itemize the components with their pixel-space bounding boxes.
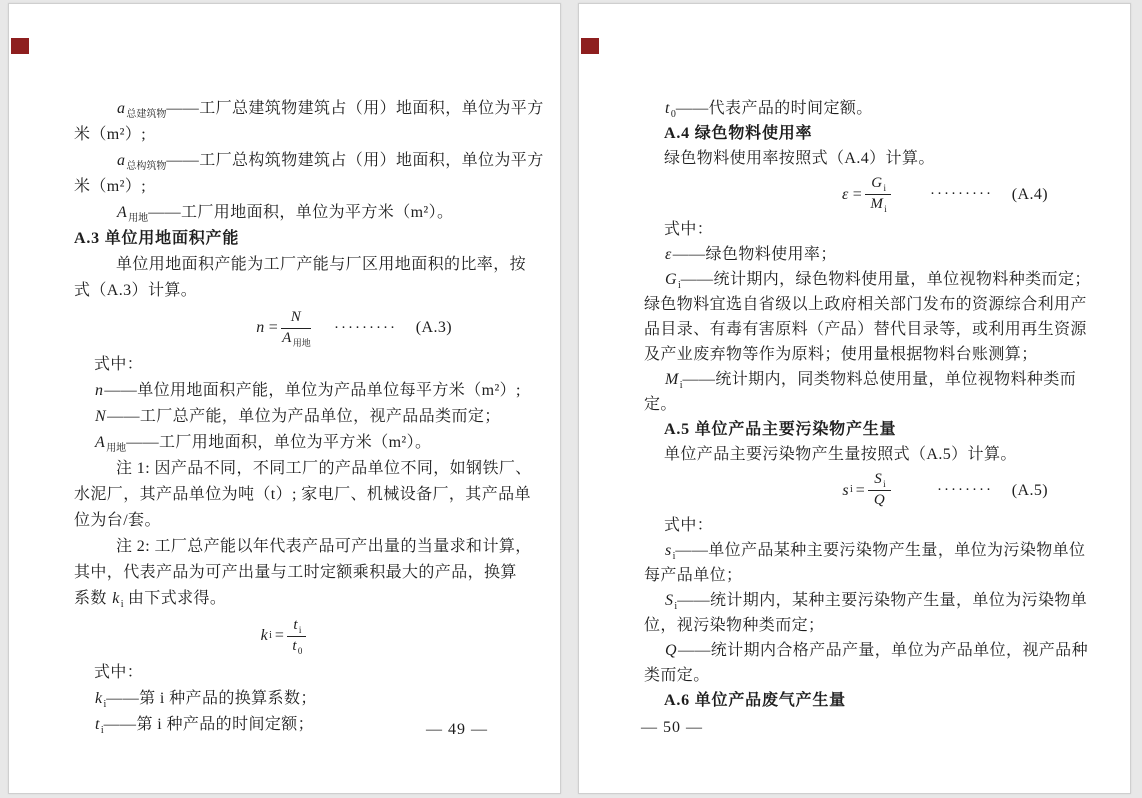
- math-subscript: i: [884, 203, 887, 214]
- text-run: ——第 i 种产品的时间定额；: [103, 716, 315, 733]
- math-var: Q: [873, 491, 886, 508]
- math-subscript: 总构筑物: [126, 161, 167, 173]
- text-line: [94, 686, 492, 712]
- math-subscript: i: [883, 479, 886, 490]
- formula-label: (A.4): [1011, 185, 1048, 203]
- text-line: [74, 174, 492, 200]
- math-subscript: i: [103, 699, 107, 711]
- text-run: 式中：: [94, 664, 144, 681]
- math-var: A: [282, 329, 292, 346]
- text-run: 注 1: 因产品不同，不同工厂的产品单位不同，如钢铁厂、: [116, 460, 532, 477]
- section-heading: [74, 226, 492, 252]
- text-run: 位，视污染物种类而定；: [644, 617, 825, 634]
- text-line: [116, 534, 532, 560]
- math-var: N: [290, 309, 302, 326]
- text-run: ——绿色物料使用率；: [672, 246, 837, 263]
- math-var: k: [260, 627, 269, 644]
- fraction: [865, 175, 891, 213]
- math-var: s: [842, 481, 849, 499]
- text-run: A.5 单位产品主要污染物产生量: [664, 421, 897, 438]
- page-49-content: [74, 96, 544, 738]
- math-var: k: [95, 690, 103, 707]
- text-run: ——第 i 种产品的换算系数；: [106, 690, 317, 707]
- math-subscript: i: [298, 625, 302, 636]
- text-run: A.6 单位产品废气产生量: [664, 692, 846, 709]
- math-var: t: [292, 637, 297, 654]
- text-run: 米（m²）;: [74, 178, 147, 195]
- text-line: [644, 292, 1088, 317]
- text-line: [94, 352, 492, 378]
- equals-sign: =: [852, 185, 863, 203]
- math-var: M: [870, 195, 884, 212]
- equation: [841, 175, 891, 213]
- equation: k i = $\frac{t_i}{t_0}$: [260, 617, 307, 655]
- text-line: [116, 252, 527, 278]
- text-run: 每产品单位；: [644, 567, 743, 584]
- text-line: [664, 367, 1088, 392]
- math-subscript: i: [677, 280, 681, 292]
- text-run: ——统计期内，某种主要污染物产生量，单位为污染物单: [677, 592, 1088, 609]
- text-run: ——工厂总构筑物建筑占（用）地面积，单位为平方: [166, 152, 544, 169]
- section-heading: [664, 121, 1088, 146]
- text-line: [74, 122, 492, 148]
- math-var: S: [665, 592, 674, 609]
- dot-leader: ·········: [930, 185, 993, 202]
- text-run: ——工厂总建筑物建筑占（用）地面积，单位为平方: [166, 100, 544, 117]
- math-subscript: 用地: [292, 337, 311, 348]
- math-var: t: [95, 716, 100, 733]
- math-var: G: [871, 175, 883, 192]
- text-line: [664, 217, 1088, 242]
- math-subscript: i: [120, 599, 124, 611]
- text-run: ——统计期内，同类物料总使用量，单位视物料种类而: [682, 371, 1077, 388]
- text-run: 式中：: [94, 356, 144, 373]
- red-mark: [11, 38, 29, 54]
- text-line: [116, 456, 532, 482]
- page-50-content: [644, 96, 1091, 713]
- denominator: [281, 329, 311, 347]
- numerator: [865, 175, 891, 194]
- section-heading: [664, 688, 1088, 713]
- text-run: ——统计期内合格产品产量，单位为产品单位，视产品种: [677, 642, 1088, 659]
- numerator: [281, 309, 311, 328]
- text-line: [74, 586, 492, 612]
- math-var: n: [256, 319, 265, 336]
- text-line: [94, 660, 492, 686]
- text-line: [74, 482, 531, 508]
- equals-sign: =: [274, 627, 285, 644]
- math-var: t: [293, 617, 298, 634]
- text-line: [664, 538, 1088, 563]
- text-run: 及产业废弃物等作为原料；使用量根据物料台账测算；: [644, 346, 1038, 363]
- math-var: a: [117, 100, 126, 117]
- equation: [255, 309, 310, 347]
- text-line: [664, 242, 1088, 267]
- equals-sign: =: [268, 319, 279, 336]
- math-subscript: 0: [297, 645, 303, 656]
- text-run: 系数: [74, 590, 112, 607]
- text-run: 绿色物料使用率按照式（A.4）计算。: [664, 150, 935, 167]
- math-var: ε: [842, 185, 849, 203]
- math-subscript: i: [674, 601, 678, 613]
- text-run: ——工厂用地面积，单位为平方米（m²）。: [148, 204, 454, 221]
- equation: s i = $\frac{S_i}{Q}$: [841, 471, 890, 509]
- text-line: [74, 278, 492, 304]
- math-var: n: [95, 382, 104, 399]
- text-line: [644, 613, 1088, 638]
- math-subscript: i: [672, 551, 676, 563]
- formula: [74, 305, 492, 351]
- math-var: t: [665, 100, 670, 117]
- math-var: G: [665, 271, 677, 288]
- text-line: [664, 513, 1088, 538]
- math-var: ε: [665, 246, 672, 263]
- text-run: ——代表产品的时间定额。: [675, 100, 873, 117]
- text-line: [116, 96, 544, 122]
- math-var: Q: [665, 642, 677, 659]
- page-49: [8, 3, 561, 794]
- text-run: 单位用地面积产能为工厂产能与厂区用地面积的比率，按: [116, 256, 527, 273]
- text-run: 类而定。: [644, 667, 710, 684]
- text-run: 其中，代表产品为可产出量与工时定额乘积最大的产品，换算: [74, 564, 517, 581]
- math-var: M: [665, 371, 679, 388]
- formula: [74, 613, 492, 659]
- text-line: [74, 560, 517, 586]
- math-var: a: [117, 152, 126, 169]
- text-run: ——单位产品某种主要污染物产生量，单位为污染物单位: [675, 542, 1086, 559]
- text-run: 式中：: [664, 517, 714, 534]
- math-var: k: [112, 590, 120, 607]
- text-run: 注 2: 工厂总产能以年代表产品可产出量的当量求和计算，: [116, 538, 532, 555]
- text-run: A.3 单位用地面积产能: [74, 230, 240, 247]
- formula-label: (A.5): [1011, 481, 1048, 499]
- math-var: N: [95, 408, 107, 425]
- text-line: [94, 404, 501, 430]
- math-subscript: i: [679, 380, 683, 392]
- math-var: A: [117, 204, 128, 221]
- denominator: [868, 491, 890, 509]
- text-line: [644, 663, 1088, 688]
- fraction: [281, 309, 311, 347]
- text-run: 水泥厂，其产品单位为吨（t）; 家电厂、机械设备厂，其产品单: [74, 486, 531, 503]
- fraction: [868, 471, 890, 509]
- text-line: [94, 430, 492, 456]
- dot-leader: ········: [937, 481, 993, 498]
- page-number: — 49 —: [426, 721, 488, 738]
- denominator: [287, 637, 306, 655]
- page-50: [578, 3, 1131, 794]
- text-line: [664, 442, 1088, 467]
- text-line: [644, 342, 1088, 367]
- math-var: s: [665, 542, 672, 559]
- text-line: [664, 267, 1091, 292]
- text-run: ——工厂用地面积，单位为平方米（m²）。: [126, 434, 432, 451]
- text-run: 单位产品主要污染物产生量按照式（A.5）计算。: [664, 446, 1017, 463]
- numerator: [287, 617, 306, 636]
- math-subscript: 总建筑物: [126, 109, 167, 121]
- text-run: 定。: [644, 396, 677, 413]
- text-line: [116, 200, 492, 226]
- numerator: [868, 471, 890, 490]
- formula: [644, 172, 1088, 216]
- page-number: — 50 —: [641, 719, 703, 736]
- formula: [644, 468, 1088, 512]
- text-line: [664, 146, 1088, 171]
- text-run: 位为台/套。: [74, 512, 161, 529]
- formula-label: (A.3): [415, 319, 452, 336]
- text-run: 式（A.3）计算。: [74, 282, 198, 299]
- text-run: ——单位用地面积产能，单位为产品单位每平方米（m²）;: [104, 382, 521, 399]
- section-heading: [664, 417, 1088, 442]
- math-subscript: 0: [670, 109, 676, 121]
- text-line: [664, 638, 1088, 663]
- text-line: [644, 392, 1088, 417]
- text-run: 米（m²）;: [74, 126, 147, 143]
- math-subscript: 用地: [106, 443, 127, 455]
- text-line: [94, 378, 521, 404]
- text-line: [664, 588, 1088, 613]
- equals-sign: =: [855, 481, 866, 499]
- dot-leader: ·········: [334, 320, 397, 336]
- text-run: A.4 绿色物料使用率: [664, 125, 813, 142]
- math-var: S: [874, 471, 883, 488]
- text-run: 式中：: [664, 221, 714, 238]
- math-var: A: [95, 434, 106, 451]
- text-run: 绿色物料宜选自省级以上政府相关部门发布的资源综合利用产: [644, 296, 1087, 313]
- math-subscript: i: [883, 183, 886, 194]
- text-line: [74, 508, 492, 534]
- text-line: [644, 563, 1088, 588]
- fraction: [287, 617, 306, 655]
- math-subscript: 用地: [128, 213, 149, 225]
- text-run: 由下式求得。: [123, 590, 227, 607]
- text-line: [664, 96, 1088, 121]
- text-run: 品目录、有毒有害原料（产品）替代目录等，或利用再生资源: [644, 321, 1087, 338]
- red-mark: [581, 38, 599, 54]
- denominator: [865, 195, 891, 213]
- text-line: [116, 148, 544, 174]
- text-line: [644, 317, 1088, 342]
- math-subscript: i: [100, 725, 104, 737]
- text-run: ——工厂总产能，单位为产品单位，视产品品类而定；: [107, 408, 501, 425]
- text-run: ——统计期内，绿色物料使用量，单位视物料种类而定；: [680, 271, 1091, 288]
